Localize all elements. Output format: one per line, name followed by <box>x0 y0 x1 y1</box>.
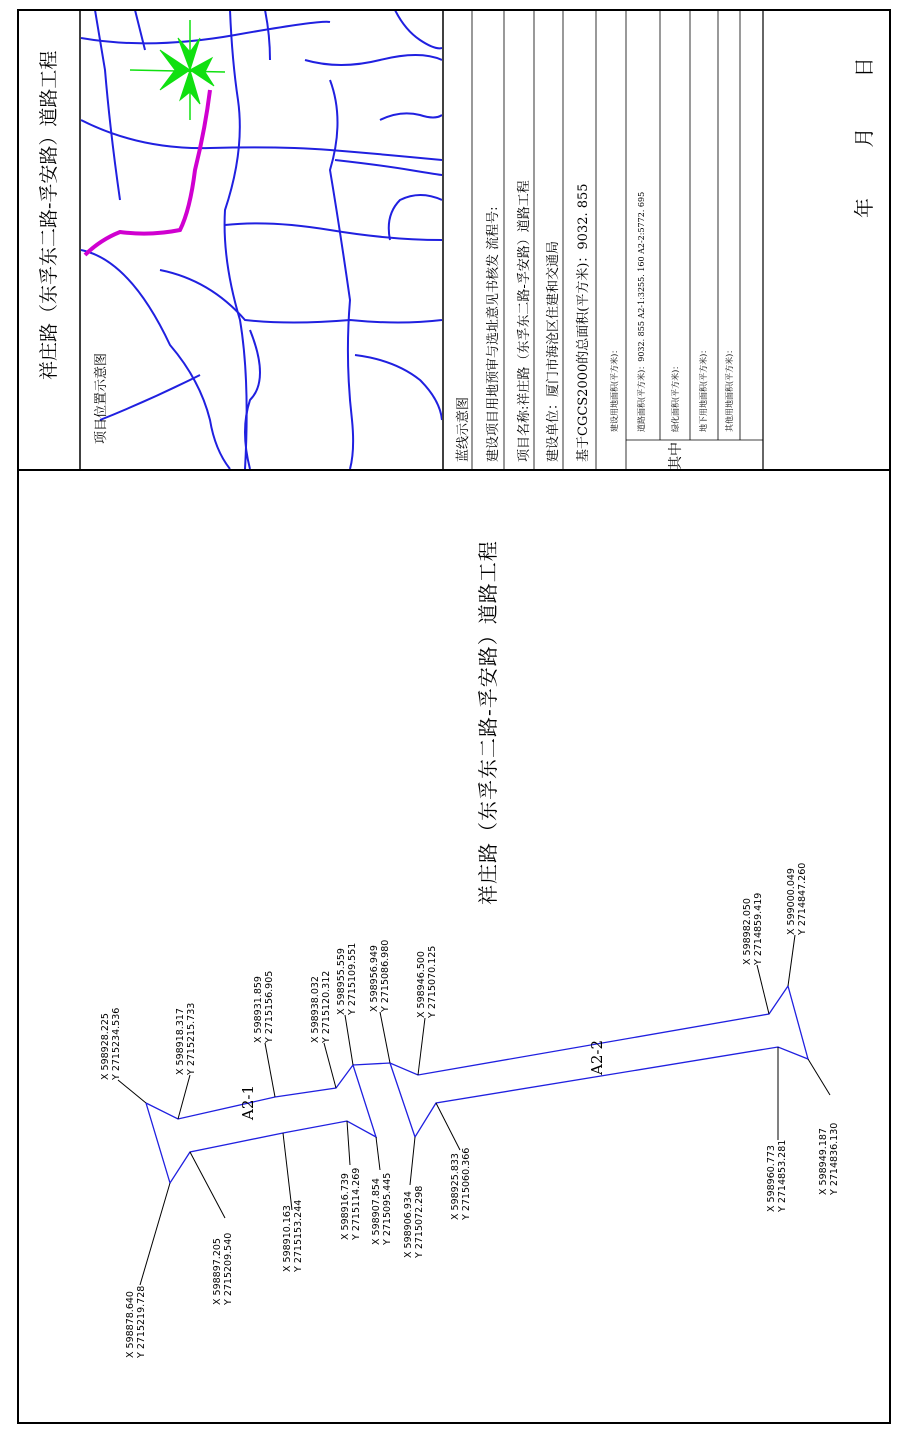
coord-label: X 598906.934 Y 2715072.298 <box>403 1185 425 1258</box>
coord-label: X 598931.859 Y 2715156.905 <box>253 970 275 1043</box>
drawing-title: 祥庄路（东孚东二路-孚安路）道路工程 <box>476 540 500 905</box>
parcel-label-a2-1: A2-1 <box>239 1085 257 1120</box>
parcel-label-a2-2: A2-2 <box>588 1040 606 1075</box>
project-title: 祥庄路（东孚东二路-孚安路）道路工程 <box>38 50 60 380</box>
info-other-area: 其他用地面积(平方米)： <box>725 345 734 432</box>
info-builder: 建设单位：厦门市海沧区住建和交通局 <box>546 240 561 462</box>
coord-label: X 598918.317 Y 2715215.733 <box>175 1002 197 1075</box>
info-build-area: 建设用地面积(平方米)： <box>610 345 619 432</box>
project-route <box>85 90 210 255</box>
info-underground-area: 地下用地面积(平方米)： <box>699 345 708 432</box>
coord-label: X 598949.187 Y 2714836.130 <box>818 1122 840 1195</box>
coord-label: X 598960.773 Y 2714853.281 <box>766 1139 788 1212</box>
north-arrow-icon <box>130 20 225 120</box>
coord-label: X 598907.854 Y 2715095.445 <box>371 1172 393 1245</box>
info-project-name: 项目名称:祥庄路（东孚东二路-孚安路）道路工程 <box>517 180 532 462</box>
coord-label: X 598916.739 Y 2715114.269 <box>340 1167 362 1240</box>
coord-label: X 599000.049 Y 2714847.260 <box>786 862 808 935</box>
coord-label: X 598910.163 Y 2715153.244 <box>282 1199 304 1272</box>
coord-label: X 598928.225 Y 2715234.536 <box>100 1007 122 1080</box>
location-map-roads <box>81 10 442 469</box>
info-road-area: 道路面积(平方米)：9032. 855 A2-1:3255. 160 A2-2:5772. 695 <box>637 191 646 432</box>
subtotal-label: 其中 <box>668 442 684 470</box>
coord-label: X 598925.833 Y 2715060.366 <box>450 1147 472 1220</box>
coord-label: X 598956.949 Y 2715086.980 <box>369 939 391 1012</box>
info-heading: 蓝线示意图 <box>456 396 471 462</box>
info-green-area: 绿化面积(平方米)： <box>671 361 680 432</box>
coord-label: X 598878.640 Y 2715219.728 <box>125 1285 147 1358</box>
coord-label: X 598946.500 Y 2715070.125 <box>416 945 438 1018</box>
coord-label: X 598982.050 Y 2714859.419 <box>742 892 764 965</box>
signature-date: 年 月 日 <box>852 35 876 218</box>
coord-label: X 598938.032 Y 2715120.312 <box>310 970 332 1043</box>
coord-label: X 598955.559 Y 2715109.551 <box>336 942 358 1015</box>
location-map-label: 项目位置示意图 <box>94 352 109 444</box>
info-total-area: 基于CGCS2000的总面积(平方米)：9032. 855 <box>576 183 591 462</box>
coord-label: X 598897.205 Y 2715209.540 <box>212 1232 234 1305</box>
info-permit: 建设项目用地预审与选址意见书核发 流程号: <box>486 206 501 462</box>
